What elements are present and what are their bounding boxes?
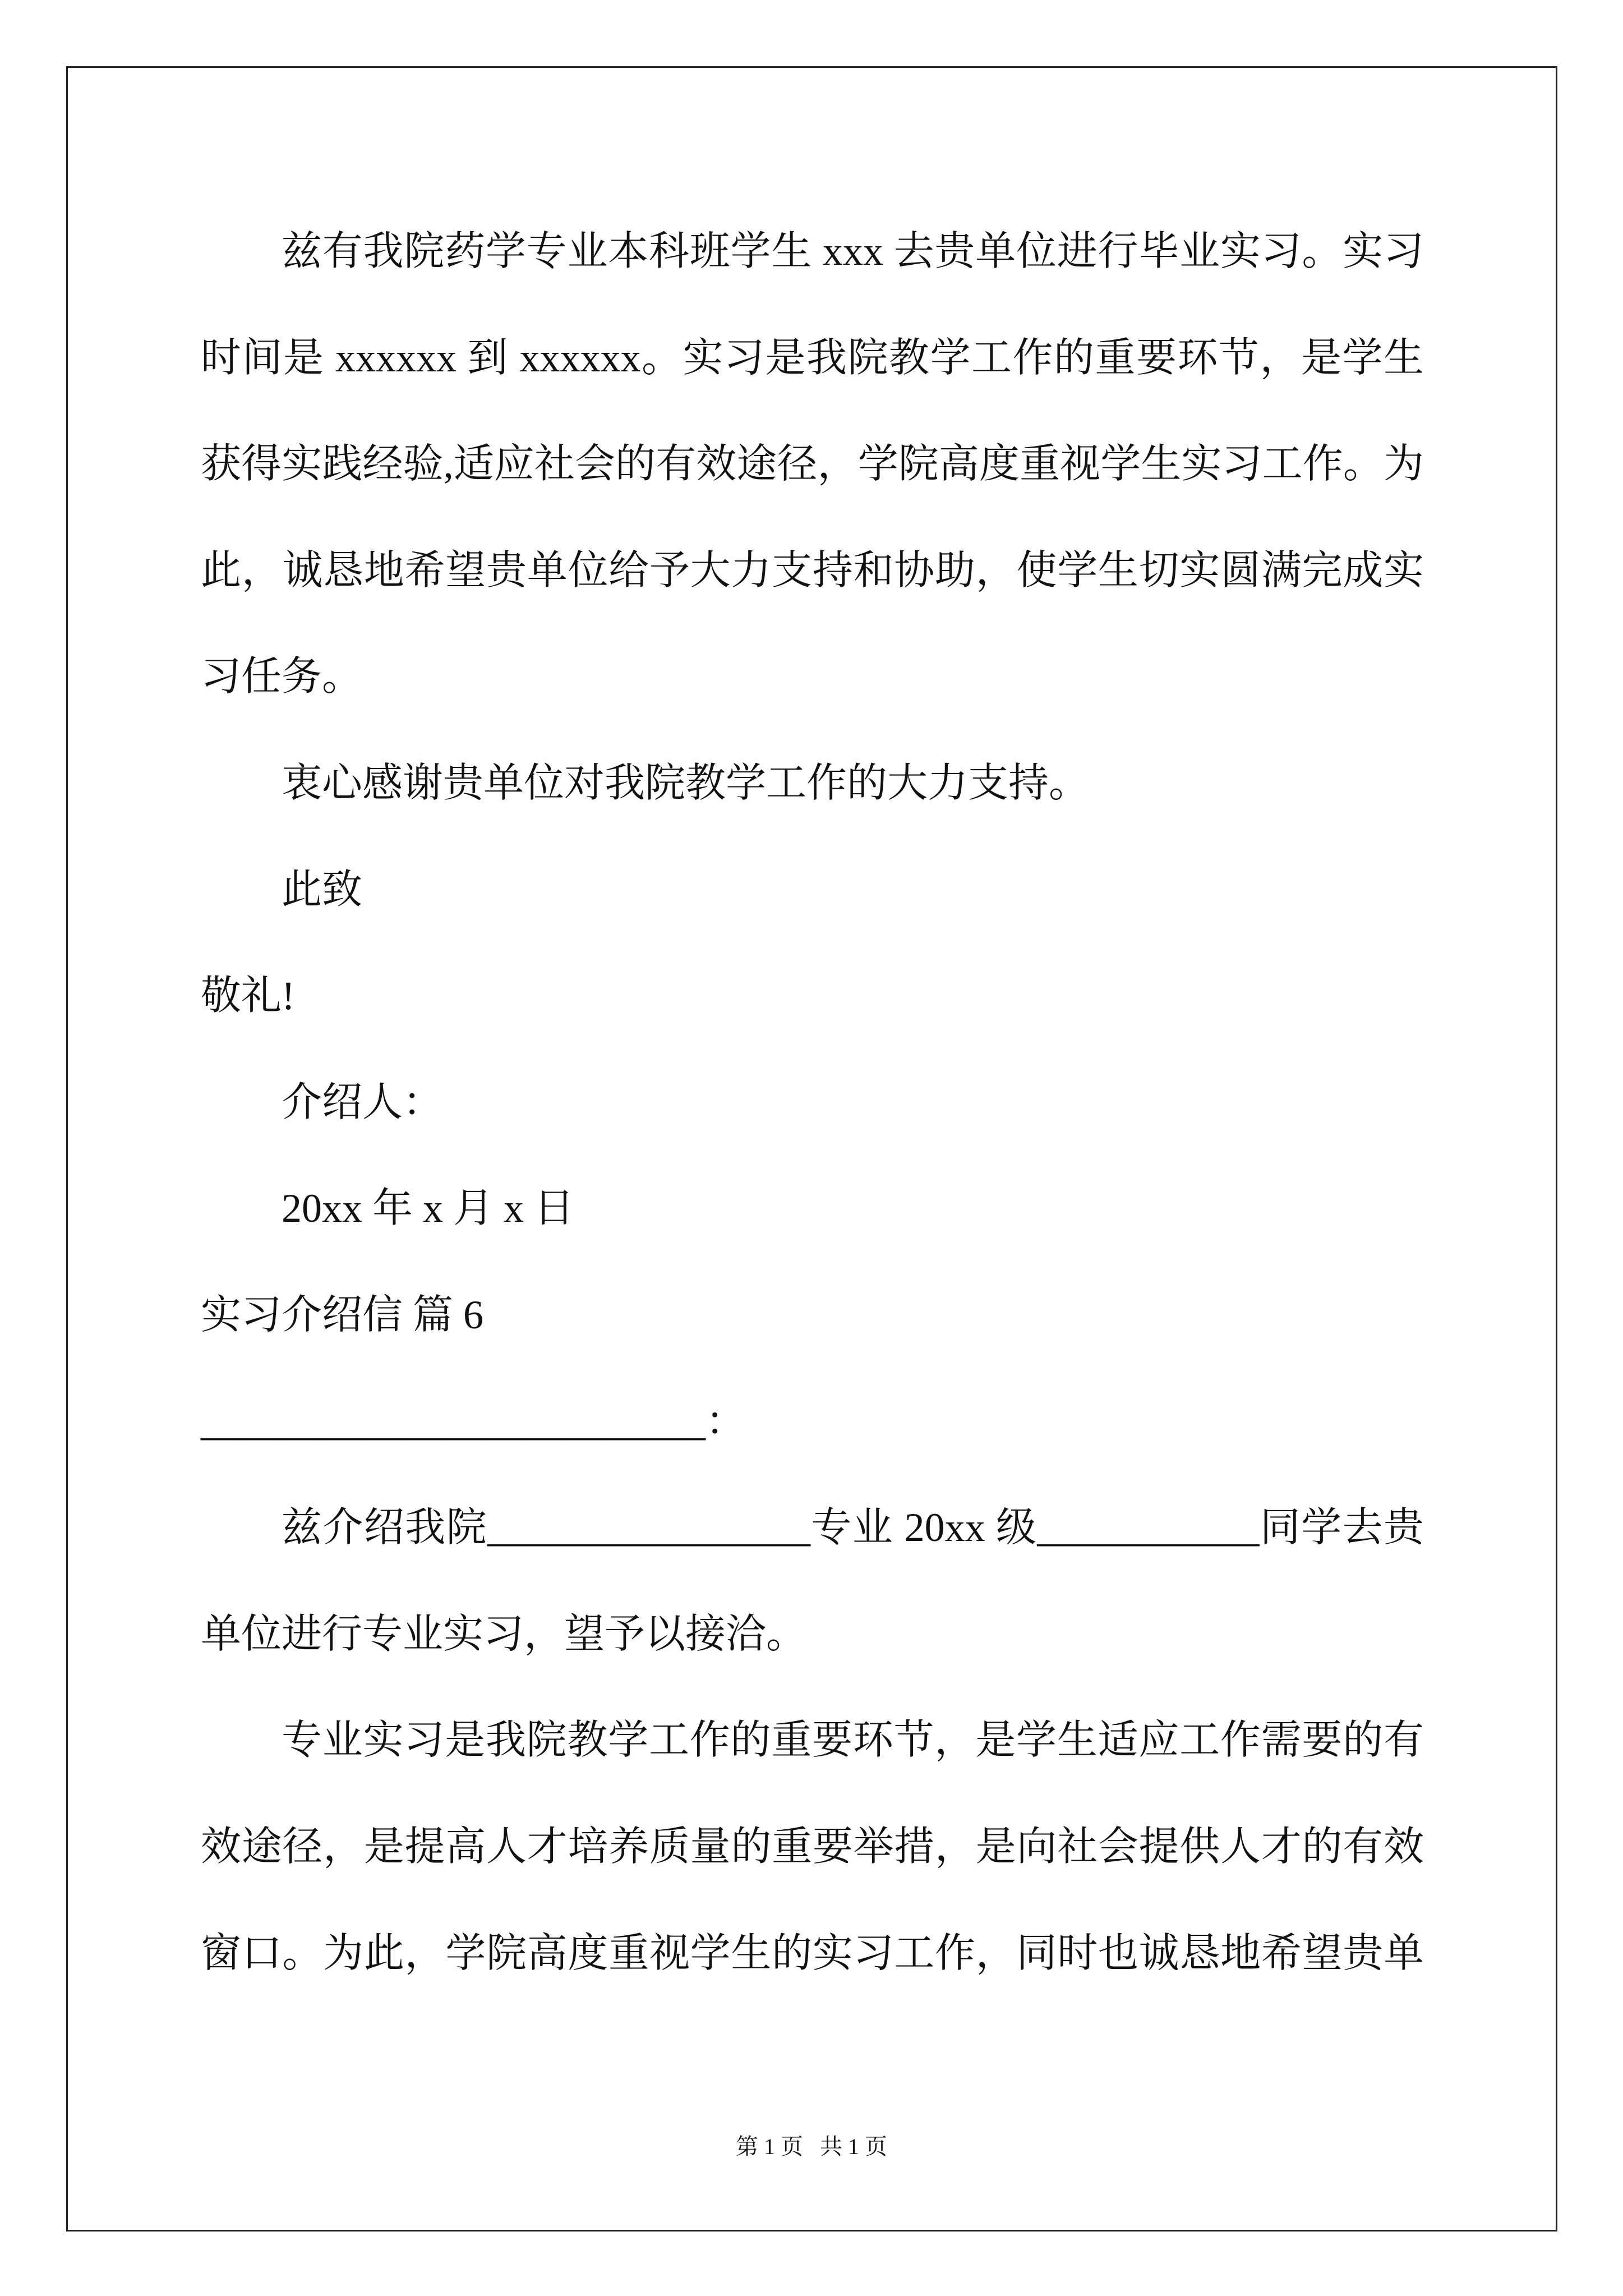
- intro-paragraph-1-line-4: 此，诚恳地希望贵单位给予大力支持和协助，使学生切实圆满完成实: [201, 547, 1424, 593]
- document-body: [201, 199, 1424, 2007]
- page-footer: 第 1 页 共 1 页: [736, 2134, 887, 2159]
- intro-paragraph-2: 衷心感谢贵单位对我院教学工作的大力支持。: [282, 760, 1090, 806]
- letter6-paragraph-2-line-2: 效途径，是提高人才培养质量的重要举措，是向社会提供人才的有效: [201, 1824, 1424, 1869]
- letter6-paragraph-2-line-3: 窗口。为此，学院高度重视学生的实习工作，同时也诚恳地希望贵单: [201, 1930, 1424, 1976]
- intro-paragraph-1-line-2: 时间是 xxxxxx 到 xxxxxx。实习是我院教学工作的重要环节，是学生: [201, 335, 1424, 380]
- intro-paragraph-1-line-5: 习任务。: [201, 654, 363, 700]
- letter6-paragraph-2-line-1: 专业实习是我院教学工作的重要环节，是学生适应工作需要的有: [282, 1718, 1424, 1763]
- letter-date: 20xx 年 x 月 x 日: [282, 1186, 575, 1231]
- introducer-label: 介绍人：: [282, 1079, 444, 1125]
- letter6-paragraph-1-line-1: 兹介绍我院________________专业 20xx 级___________同学去贵: [282, 1505, 1424, 1550]
- intro-paragraph-1-line-1: 兹有我院药学专业本科班学生 xxx 去贵单位进行毕业实习。实习: [282, 229, 1424, 274]
- salutation-text: 敬礼!: [201, 973, 295, 1019]
- letter6-paragraph-1-line-2: 单位进行专业实习，望予以接洽。: [201, 1611, 807, 1657]
- closing-text: 此致: [282, 867, 363, 912]
- section-heading: 实习介绍信 篇 6: [201, 1292, 484, 1337]
- intro-paragraph-1-line-3: 获得实践经验,适应社会的有效途径，学院高度重视学生实习工作。为: [201, 441, 1424, 487]
- addressee-blank-line: _________________________：: [201, 1398, 746, 1444]
